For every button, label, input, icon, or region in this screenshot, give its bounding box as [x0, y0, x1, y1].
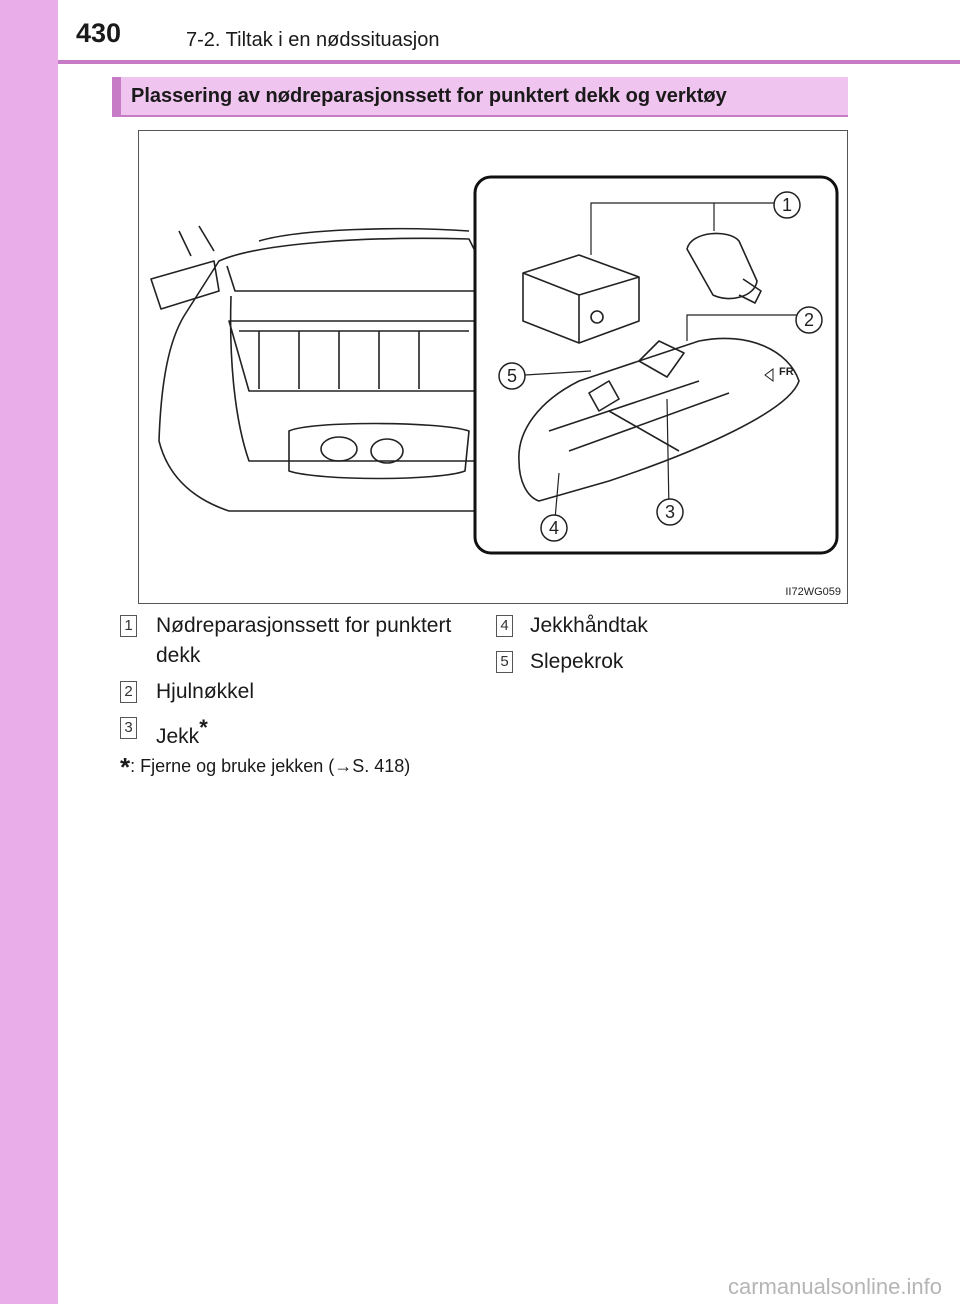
car-body-outline [159, 238, 475, 511]
footnote-page-ref[interactable]: S. 418) [352, 756, 411, 776]
legend-label-1-line2: dekk [156, 644, 201, 667]
figure-code: II72WG059 [785, 586, 841, 598]
legend-label-1-line1: Nødreparasjonssett for punktert [156, 614, 452, 637]
tail-light [151, 261, 219, 309]
legend-number-2: 2 [120, 681, 137, 703]
legend-label-2: Hjulnøkkel [156, 680, 255, 703]
footnote-text-before: : Fjerne og bruke jekken ( [130, 756, 335, 776]
legend-label-3: Jekk [156, 725, 200, 748]
header-rule [58, 60, 960, 64]
legend-marker-3: * [199, 715, 208, 740]
arrow-icon: → [334, 756, 353, 776]
detail-box [475, 177, 837, 553]
illustration-drawing [139, 131, 847, 603]
page-number: 430 [76, 18, 122, 48]
callout-label-2: 2 [803, 310, 815, 330]
section-title: Plassering av nødreparasjonssett for punktert dekk og verktøy [131, 85, 727, 107]
watermark: carmanualsonline.info [727, 1274, 942, 1299]
legend-number-4: 4 [496, 615, 513, 637]
legend-item-3 [156, 713, 208, 752]
callout-label-3: 3 [664, 502, 676, 522]
legend-number-1: 1 [120, 615, 137, 637]
section-banner [112, 77, 848, 117]
page-sidebar [0, 0, 58, 1304]
legend-label-5: Slepekrok [530, 650, 624, 673]
callout-label-1: 1 [781, 195, 793, 215]
callout-label-5: 5 [506, 366, 518, 386]
footnote-marker: * [120, 752, 131, 782]
fr-arrow-label: FR [779, 366, 794, 378]
illustration-figure [138, 130, 848, 604]
legend-number-5: 5 [496, 651, 513, 673]
trunk-lid [227, 249, 475, 291]
banner-accent [112, 77, 121, 115]
footnote [120, 752, 410, 783]
callout-label-4: 4 [548, 518, 560, 538]
kit-in-well [321, 437, 357, 461]
spare-well [289, 424, 469, 479]
legend-label-4: Jekkhåndtak [530, 614, 648, 637]
chapter-title: 7-2. Tiltak i en nødssituasjon [186, 29, 440, 51]
legend-number-3: 3 [120, 717, 137, 739]
